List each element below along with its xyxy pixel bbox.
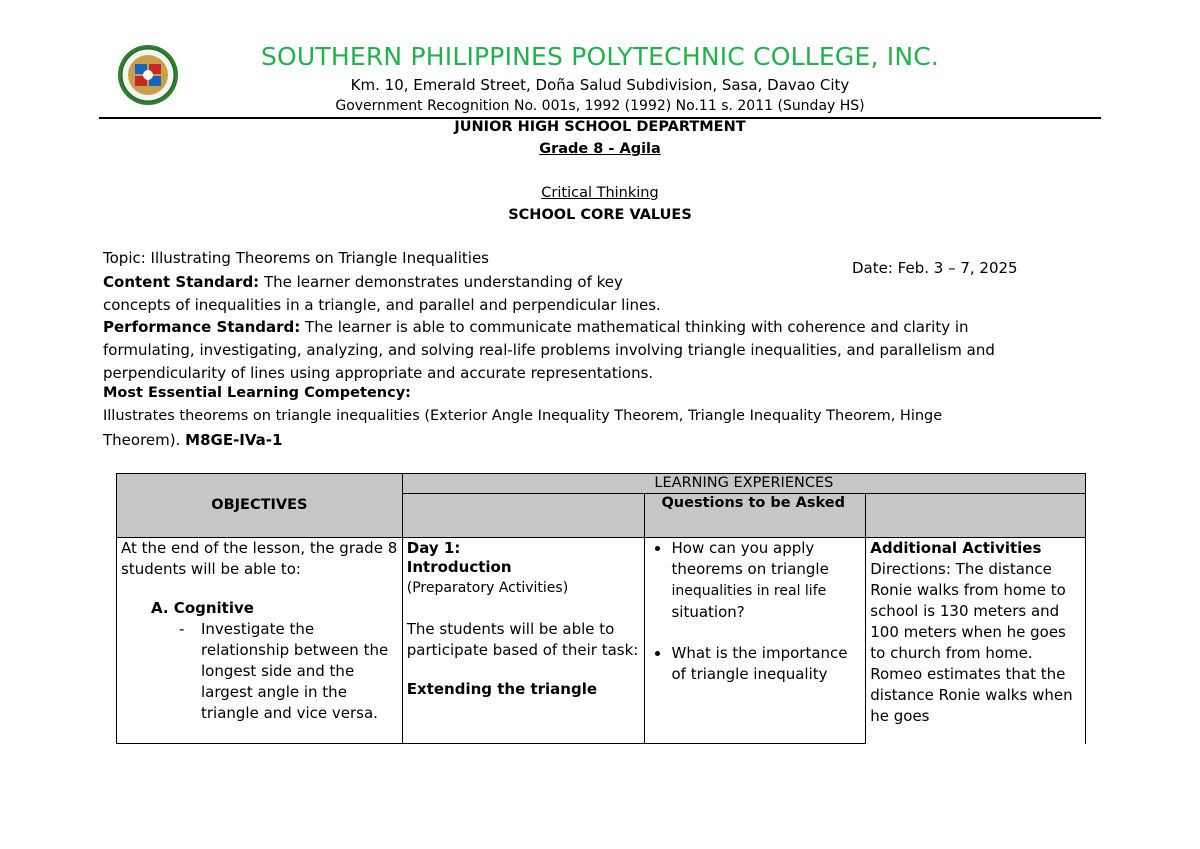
objectives-header: OBJECTIVES — [117, 474, 403, 538]
content-standard-line2: concepts of inequalities in a triangle, and parallel and perpendicular lines. — [103, 296, 661, 314]
additional-activities-cell — [866, 538, 1086, 744]
performance-standard-text: The learner is able to communicate mathematical thinking with coherence and clarity in — [300, 318, 969, 336]
melc-line2 — [103, 431, 282, 449]
objectives-intro: At the end of the lesson, the grade 8 students will be able to: — [121, 539, 398, 578]
empty-header-cell — [402, 494, 645, 538]
day-note: (Preparatory Activities) — [406, 580, 569, 596]
performance-standard — [103, 318, 969, 336]
melc-code: M8GE-IVa-1 — [185, 431, 283, 449]
grade-section: Grade 8 - Agila — [539, 141, 661, 157]
topic-label: Topic: — [103, 249, 146, 267]
cognitive-item — [121, 619, 398, 724]
cognitive-item-text: Investigate the relationship between the longest side and the largest angle in the triangle and vice versa. — [201, 620, 389, 722]
government-recognition: Government Recognition No. 001s, 1992 (1992) No.11 s. 2011 (Sunday HS) — [335, 98, 865, 114]
learning-experiences-header: LEARNING EXPERIENCES — [402, 474, 1085, 494]
day-body: The students will be able to participate based of their task: — [406, 620, 639, 659]
learning-plan-table — [116, 473, 1086, 744]
school-address: Km. 10, Emerald Street, Doña Salud Subdivision, Sasa, Davao City — [350, 76, 850, 94]
day-one-cell — [402, 538, 645, 744]
performance-standard-line2: formulating, investigating, analyzing, and solving real-life problems involving triangle inequalities, and parallelism and — [103, 341, 995, 359]
additional-text: Directions: The distance Ronie walks from home to school is 130 meters and 100 meters when he goes to church from home. Romeo estimates that the distance Ronie walks when he goes — [870, 560, 1073, 725]
content-standard-label: Content Standard: — [103, 273, 260, 291]
melc-label: Most Essential Learning Competency: — [103, 385, 411, 401]
topic-text: Illustrating Theorems on Triangle Inequalities — [145, 249, 489, 267]
additional-title: Additional Activities — [870, 539, 1042, 557]
core-values-title: SCHOOL CORE VALUES — [508, 207, 692, 223]
lesson-date: Date: Feb. 3 – 7, 2025 — [852, 259, 1018, 277]
cognitive-heading: A. Cognitive — [151, 599, 254, 617]
questions-list — [649, 538, 861, 685]
question-item: • What is the importance of triangle inequality — [671, 643, 861, 685]
day-activity: Extending the triangle — [406, 680, 598, 698]
department-title: JUNIOR HIGH SCHOOL DEPARTMENT — [454, 119, 746, 135]
topic-line — [103, 249, 489, 267]
day-title: Day 1: — [406, 539, 461, 557]
questions-header: Questions to be Asked — [645, 494, 866, 538]
objectives-cell — [117, 538, 403, 744]
content-standard-text: The learner demonstrates understanding of key — [259, 273, 623, 291]
performance-standard-label: Performance Standard: — [103, 318, 301, 336]
dash-bullet: - — [179, 620, 185, 638]
melc-text: Theorem). — [103, 431, 186, 449]
question-item: • How can you apply theorems on triangle inequalities in real life situation? — [671, 538, 861, 623]
performance-standard-line3: perpendicularity of lines using appropriate and accurate representations. — [103, 364, 654, 382]
school-name: SOUTHERN PHILIPPINES POLYTECHNIC COLLEGE, INC. — [260, 42, 940, 71]
content-standard — [103, 273, 623, 291]
day-subtitle: Introduction — [406, 558, 512, 576]
empty-header-cell — [866, 494, 1086, 538]
questions-cell — [645, 538, 866, 744]
melc-line1: Illustrates theorems on triangle inequalities (Exterior Angle Inequality Theorem, Triangle Inequality Theorem, Hinge — [103, 408, 943, 424]
value-theme: Critical Thinking — [541, 185, 659, 201]
